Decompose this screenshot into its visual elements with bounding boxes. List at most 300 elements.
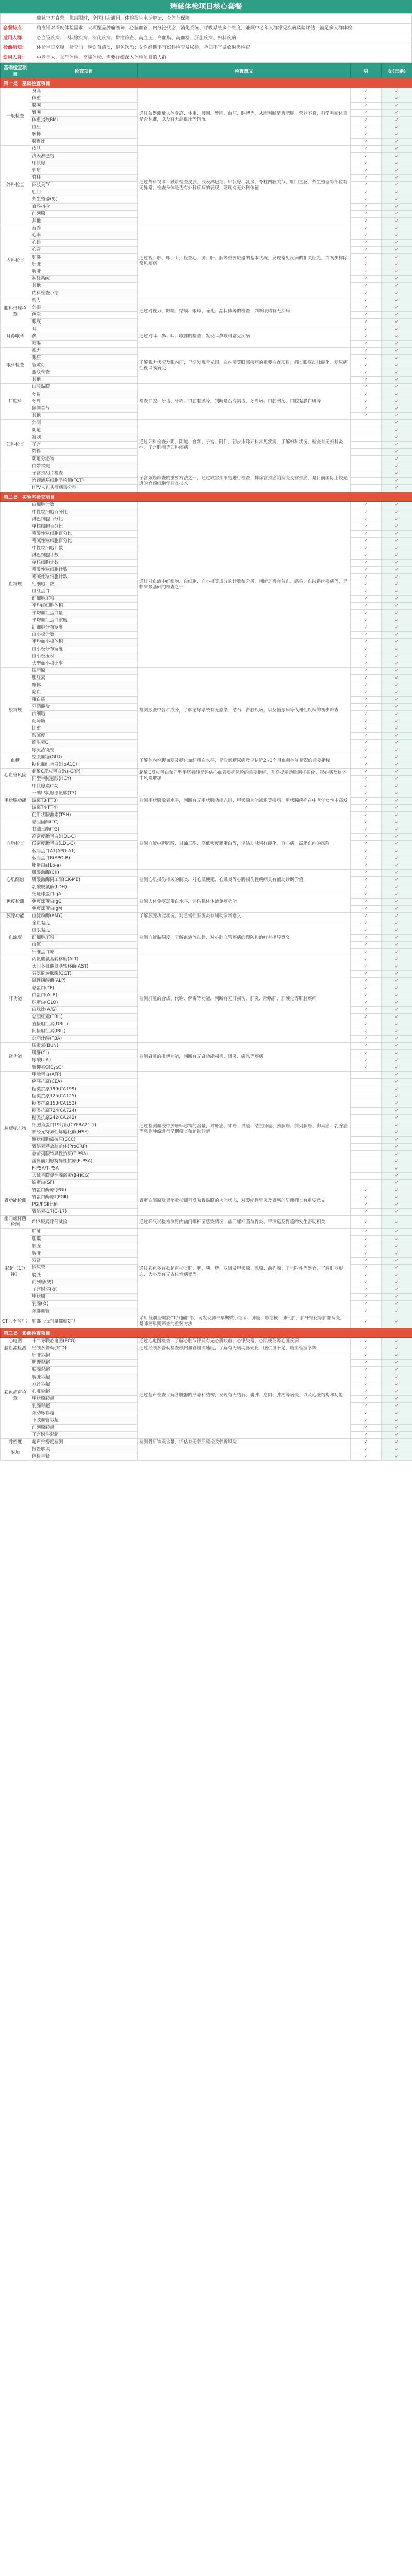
female-check-icon: ✓ (382, 232, 412, 240)
item-cell: 肛门 (30, 189, 138, 196)
category-cell: CT（不含片） (1, 1315, 30, 1328)
item-cell: 糖类抗原153(CA153) (30, 1100, 138, 1108)
meaning-cell: 子宫颈癌筛查的重要方法之一，通过取宫颈细胞进行检查，排除宫颈癌前病变及宫颈癌，是目前国际上较先进的宫颈细胞学检查技术 (138, 470, 351, 492)
item-cell: 三碘甲状腺原氨酸(T3) (30, 790, 138, 798)
male-check-icon: ✓ (351, 1294, 382, 1301)
item-cell: 子宫附件彩超 (30, 1432, 138, 1439)
female-check-icon: ✓ (382, 297, 412, 304)
male-check-icon: ✓ (351, 516, 382, 523)
female-check-icon: ✓ (382, 304, 412, 312)
male-check-icon: ✓ (351, 704, 382, 711)
category-cell: 心血管风险 (1, 769, 30, 783)
item-cell: C13尿素呼气试验 (30, 1216, 138, 1229)
item-cell: 单核细胞百分比 (30, 523, 138, 531)
female-check-icon: ✓ (382, 326, 412, 333)
category-cell: 心肌酶谱 (1, 870, 30, 891)
female-check-icon: ✓ (382, 718, 412, 725)
female-check-icon: ✓ (382, 1158, 412, 1165)
meaning-cell: 通过妇科检查外阴、阴道、宫颈、子宫、附件，初步排除妇科常见疾病，了解妇科状况，检查有无妇科炎症，子宫肌瘤等妇科疾病 (138, 420, 351, 470)
male-check-icon: ✓ (351, 1432, 382, 1439)
table-row (1, 891, 412, 899)
item-cell: 免疫球蛋白IgG (30, 899, 138, 906)
female-check-icon: ✓ (382, 1403, 412, 1410)
item-cell: 四肢关节 (30, 182, 138, 189)
category-cell: 口腔科 (1, 384, 30, 420)
item-cell: 嗜酸性粒细胞计数 (30, 567, 138, 574)
checkup-table (0, 63, 412, 1461)
female-check-icon: ✓ (382, 405, 412, 413)
item-cell: 其他 (30, 218, 138, 225)
male-check-icon: ✓ (351, 935, 382, 942)
female-check-icon: ✓ (382, 1028, 412, 1036)
male-check-icon: ✓ (351, 153, 382, 160)
male-check-icon (351, 434, 382, 442)
item-cell: 尿胆原 (30, 668, 138, 675)
item-cell: 色觉 (30, 312, 138, 319)
female-check-icon: ✓ (382, 581, 412, 588)
male-check-icon: ✓ (351, 247, 382, 254)
category-cell: 耳鼻喉科 (1, 326, 30, 348)
male-check-icon (351, 449, 382, 456)
male-check-icon: ✓ (351, 1425, 382, 1432)
item-cell: 免疫球蛋白IgM (30, 906, 138, 913)
item-cell: 腰臀比 (30, 139, 138, 146)
item-cell: 胃泌素释放肽前体(ProGRP) (30, 1144, 138, 1151)
male-check-icon (351, 1158, 382, 1165)
female-check-icon: ✓ (382, 391, 412, 398)
female-check-icon: ✓ (382, 1236, 412, 1243)
female-check-icon: ✓ (382, 999, 412, 1007)
item-cell: 总胆汁酸(TBA) (30, 1036, 138, 1043)
item-cell: 载脂蛋白B(APO-B) (30, 855, 138, 862)
male-check-icon: ✓ (351, 1272, 382, 1279)
female-check-icon: ✓ (382, 218, 412, 225)
item-cell: 甘油三酯(TG) (30, 826, 138, 834)
col-male: 男 (351, 63, 382, 78)
female-check-icon: ✓ (382, 103, 412, 110)
female-check-icon: ✓ (382, 1345, 412, 1352)
male-check-icon (351, 1079, 382, 1086)
male-check-icon: ✓ (351, 1014, 382, 1021)
item-cell: PGⅠ/PGⅡ比值 (30, 1201, 138, 1209)
female-check-icon: ✓ (382, 160, 412, 167)
male-check-icon: ✓ (351, 1265, 382, 1272)
table-row (1, 769, 412, 776)
male-check-icon: ✓ (351, 740, 382, 747)
item-cell: 比重 (30, 725, 138, 733)
item-cell: 血沉 (30, 942, 138, 949)
female-check-icon: ✓ (382, 362, 412, 369)
female-check-icon: ✓ (382, 769, 412, 776)
male-check-icon: ✓ (351, 261, 382, 268)
item-cell: 嗜酸性粒细胞百分比 (30, 531, 138, 538)
male-check-icon: ✓ (351, 682, 382, 689)
category-cell: 幽门螺杆菌检测 (1, 1216, 30, 1229)
male-check-icon: ✓ (351, 877, 382, 884)
category-cell: 胃功能检测 (1, 1187, 30, 1216)
meaning-cell: 检查口腔、牙齿、牙周、口腔黏膜等，判断是否有龋齿、牙周病、口腔溃疡、口腔黏膜白斑等 (138, 384, 351, 420)
male-check-icon (351, 456, 382, 463)
male-check-icon: ✓ (351, 225, 382, 232)
item-cell: 糖类抗原199(CA199) (30, 1086, 138, 1093)
female-check-icon: ✓ (382, 1453, 412, 1461)
table-row (1, 1072, 412, 1079)
female-check-icon: ✓ (382, 110, 412, 117)
meta-row (1, 43, 412, 53)
female-check-icon: ✓ (382, 1173, 412, 1180)
female-check-icon: ✓ (382, 268, 412, 276)
category-cell: 彩色超声检查 (1, 1352, 30, 1439)
item-cell: 牙齿 (30, 391, 138, 398)
male-check-icon: ✓ (351, 971, 382, 978)
female-check-icon: ✓ (382, 646, 412, 653)
female-check-icon: ✓ (382, 978, 412, 985)
item-cell: 总前列腺特异性抗原(T-PSA) (30, 1151, 138, 1158)
meaning-cell: 检测人体免疫球蛋白水平，评估机体体液免疫功能 (138, 891, 351, 913)
female-check-icon: ✓ (382, 1432, 412, 1439)
meaning-cell: 检测心肌损伤相关的酶类，对心肌梗死、心肌炎等心肌损伤性疾病具有辅助诊断价值 (138, 870, 351, 891)
item-cell: 胰腺彩超 (30, 1367, 138, 1374)
female-check-icon: ✓ (382, 675, 412, 682)
female-check-icon: ✓ (382, 740, 412, 747)
male-check-icon: ✓ (351, 653, 382, 660)
male-check-icon (351, 1115, 382, 1122)
male-check-icon: ✓ (351, 992, 382, 999)
female-check-icon: ✓ (382, 1144, 412, 1151)
female-check-icon: ✓ (382, 1446, 412, 1453)
female-check-icon: ✓ (382, 1064, 412, 1072)
male-check-icon: ✓ (351, 1057, 382, 1064)
female-check-icon: ✓ (382, 653, 412, 660)
item-cell: 阴道 (30, 427, 138, 434)
male-check-icon: ✓ (351, 268, 382, 276)
male-check-icon: ✓ (351, 1194, 382, 1201)
male-check-icon: ✓ (351, 639, 382, 646)
item-cell: 红细胞分布宽度 (30, 624, 138, 632)
item-cell: 血小板压积 (30, 653, 138, 660)
section-header-row (1, 492, 412, 502)
item-cell: 丙氨酸氨基转移酶(ALT) (30, 956, 138, 963)
meaning-cell: 通过检测血液中肿瘤标志物的含量，对肝癌、肺癌、胃癌、结直肠癌、胰腺癌、前列腺癌、卵巢癌、乳腺癌等恶性肿瘤进行早期筛查和辅助诊断 (138, 1072, 351, 1187)
male-check-icon: ✓ (351, 985, 382, 992)
item-cell: 促甲状腺激素(TSH) (30, 812, 138, 819)
male-check-icon: ✓ (351, 819, 382, 826)
female-check-icon: ✓ (382, 204, 412, 211)
female-check-icon: ✓ (382, 552, 412, 560)
item-cell: 外眼 (30, 304, 138, 312)
item-cell: 其他 (30, 377, 138, 384)
item-cell: 肺部（低剂量螺旋CT） (30, 1315, 138, 1328)
item-cell: 平均血小板体积 (30, 639, 138, 646)
male-check-icon: ✓ (351, 1453, 382, 1461)
meaning-cell: 超敏C反应蛋白和同型半胱氨酸是评估心血管疾病风险的重要指标，升高提示动脉粥样硬化、冠心病及脑卒中风险增加 (138, 769, 351, 783)
table-row (1, 326, 412, 333)
male-check-icon: ✓ (351, 1229, 382, 1236)
item-cell: 耳 (30, 326, 138, 333)
female-check-icon: ✓ (382, 725, 412, 733)
meaning-cell: 了解视力状况及眼内压，早期发现青光眼、白内障等眼部疾病的重要检查项目；筛查眼底动脉硬化、糖尿病性视网膜病变 (138, 348, 351, 384)
male-check-icon: ✓ (351, 1446, 382, 1453)
item-cell: 双肾彩超 (30, 1381, 138, 1388)
item-cell: 直接胆红素(DBIL) (30, 1021, 138, 1028)
page-title: 瑞慈体检项目核心套餐 (0, 0, 412, 13)
meaning-cell: 通过仪器测量人体身高、体重、腰围、臀围、血压、脉搏等，从而判断是否肥胖、营养不良，科学判断体重是否标准，以及有无高血压等情况 (138, 88, 351, 146)
table-row (1, 754, 412, 761)
male-check-icon: ✓ (351, 384, 382, 391)
male-check-icon (351, 1086, 382, 1093)
item-cell: 脾脏彩超 (30, 1374, 138, 1381)
meta-table (0, 13, 412, 63)
male-check-icon: ✓ (351, 1187, 382, 1194)
male-check-icon: ✓ (351, 333, 382, 341)
meaning-cell: 通过对血液中红细胞、白细胞、血小板等成分的计数和分析，判断是否有贫血、感染、血液系统疾病等，是临床最基础的检查之一 (138, 502, 351, 668)
category-cell: 尿常规 (1, 668, 30, 754)
female-check-icon: ✓ (382, 240, 412, 247)
table-row (1, 1345, 412, 1352)
female-check-icon: ✓ (382, 596, 412, 603)
male-check-icon: ✓ (351, 567, 382, 574)
item-cell: 脂蛋白a(Lp-a) (30, 862, 138, 870)
female-check-icon: ✓ (382, 956, 412, 963)
female-check-icon: ✓ (382, 747, 412, 754)
item-cell: 体重 (30, 95, 138, 103)
table-row (1, 420, 412, 427)
female-check-icon: ✓ (382, 1021, 412, 1028)
male-check-icon: ✓ (351, 920, 382, 927)
male-check-icon: ✓ (351, 761, 382, 769)
female-check-icon: ✓ (382, 449, 412, 456)
item-cell: 胱抑素C(CysC) (30, 1064, 138, 1072)
female-check-icon: ✓ (382, 538, 412, 545)
female-check-icon: ✓ (382, 1258, 412, 1265)
item-cell: 嗜碱性粒细胞计数 (30, 574, 138, 581)
female-check-icon: ✓ (382, 225, 412, 232)
meta-row (1, 33, 412, 43)
category-cell: 一般检查 (1, 88, 30, 146)
male-check-icon: ✓ (351, 1308, 382, 1315)
male-check-icon: ✓ (351, 1352, 382, 1360)
male-check-icon: ✓ (351, 341, 382, 348)
item-cell: 子宫附件(女) (30, 1286, 138, 1294)
female-check-icon: ✓ (382, 992, 412, 999)
female-check-icon: ✓ (382, 478, 412, 485)
male-check-icon: ✓ (351, 1050, 382, 1057)
item-cell: 血小板分布宽度 (30, 646, 138, 653)
item-cell: 体重指数BMI (30, 117, 138, 124)
female-check-icon: ✓ (382, 1165, 412, 1173)
category-cell: 胰腺功能 (1, 913, 30, 920)
female-check-icon: ✓ (382, 1410, 412, 1417)
item-cell: 颞颌关节 (30, 405, 138, 413)
table-row (1, 297, 412, 304)
female-check-icon: ✓ (382, 1086, 412, 1093)
item-cell: 血红蛋白 (30, 588, 138, 596)
female-check-icon: ✓ (382, 927, 412, 935)
male-check-icon: ✓ (351, 942, 382, 949)
item-cell: 载脂蛋白A1(APO-A1) (30, 848, 138, 855)
male-check-icon: ✓ (351, 927, 382, 935)
category-cell (1, 470, 30, 492)
female-check-icon: ✓ (382, 682, 412, 689)
female-check-icon: ✓ (382, 1137, 412, 1144)
item-cell: 碱性磷酸酶(ALP) (30, 978, 138, 985)
female-check-icon: ✓ (382, 1007, 412, 1014)
male-check-icon (351, 1137, 382, 1144)
male-check-icon: ✓ (351, 160, 382, 167)
category-cell: 肝功能 (1, 956, 30, 1043)
item-cell: 颈部血管 (30, 1308, 138, 1315)
male-check-icon: ✓ (351, 297, 382, 304)
female-check-icon: ✓ (382, 1315, 412, 1328)
item-cell: 甲状腺 (30, 160, 138, 167)
item-cell: 胃蛋白酶原Ⅱ(PGⅡ) (30, 1194, 138, 1201)
item-cell: 胆囊 (30, 1236, 138, 1243)
male-check-icon: ✓ (351, 1028, 382, 1036)
male-check-icon (351, 478, 382, 485)
table-row (1, 870, 412, 877)
category-cell: 彩超（1分钟） (1, 1229, 30, 1315)
female-check-icon: ✓ (382, 1151, 412, 1158)
female-check-icon: ✓ (382, 884, 412, 891)
female-check-icon: ✓ (382, 639, 412, 646)
category-cell: 血糖 (1, 754, 30, 769)
female-check-icon: ✓ (382, 920, 412, 927)
item-cell: 白细胞 (30, 711, 138, 718)
female-check-icon: ✓ (382, 175, 412, 182)
item-cell: 游离T3(FT3) (30, 798, 138, 805)
female-check-icon: ✓ (382, 790, 412, 798)
item-cell: 癌胚抗原(CEA) (30, 1079, 138, 1086)
item-cell: 大型血小板比率 (30, 660, 138, 668)
table-row (1, 384, 412, 391)
male-check-icon: ✓ (351, 405, 382, 413)
female-check-icon: ✓ (382, 776, 412, 783)
table-row (1, 913, 412, 920)
item-cell: 心脏彩超 (30, 1388, 138, 1396)
male-check-icon: ✓ (351, 596, 382, 603)
category-cell: 外科检查 (1, 146, 30, 225)
female-check-icon: ✓ (382, 1050, 412, 1057)
female-check-icon: ✓ (382, 523, 412, 531)
meaning-cell: 检测肾脏的排泄功能，判断有无肾功能损害、肾炎、痛风等疾病 (138, 1043, 351, 1072)
item-cell: 蛋白质 (30, 697, 138, 704)
male-check-icon (351, 485, 382, 492)
male-check-icon: ✓ (351, 545, 382, 552)
female-check-icon: ✓ (382, 1079, 412, 1086)
female-check-icon: ✓ (382, 1265, 412, 1272)
table-row (1, 668, 412, 675)
meta-value: 体检当日空腹，检查前一晚饮食清淡，避免饮酒；女性经期不宜妇科检查及尿检，孕妇不宜做放射类检查 (34, 43, 412, 53)
male-check-icon: ✓ (351, 848, 382, 855)
item-cell: 白细胞计数 (30, 502, 138, 509)
item-cell: 脊柱 (30, 175, 138, 182)
female-check-icon: ✓ (382, 1279, 412, 1286)
male-check-icon: ✓ (351, 560, 382, 567)
item-cell: 淋巴细胞百分比 (30, 516, 138, 523)
category-cell: 免疫检测 (1, 891, 30, 913)
female-check-icon: ✓ (382, 95, 412, 103)
item-cell: 平均血红蛋白量 (30, 610, 138, 617)
male-check-icon: ✓ (351, 862, 382, 870)
female-check-icon: ✓ (382, 124, 412, 131)
item-cell: 肝脏 (30, 261, 138, 268)
male-check-icon: ✓ (351, 1036, 382, 1043)
male-check-icon: ✓ (351, 391, 382, 398)
female-check-icon: ✓ (382, 196, 412, 204)
male-check-icon: ✓ (351, 523, 382, 531)
male-check-icon: ✓ (351, 588, 382, 596)
male-check-icon: ✓ (351, 812, 382, 819)
male-check-icon: ✓ (351, 413, 382, 420)
female-check-icon: ✓ (382, 153, 412, 160)
item-cell: 宫颈 (30, 434, 138, 442)
female-check-icon: ✓ (382, 146, 412, 153)
item-cell: 全血黏度 (30, 920, 138, 927)
female-check-icon: ✓ (382, 1243, 412, 1250)
male-check-icon: ✓ (351, 574, 382, 581)
meaning-cell: 胃蛋白酶原及胃泌素检测可反映胃黏膜的功能状态，对萎缩性胃炎及胃癌的早期筛查有重要意义 (138, 1187, 351, 1216)
item-cell: 心律 (30, 240, 138, 247)
male-check-icon: ✓ (351, 538, 382, 545)
item-cell: 宫颈液基细胞学检测(TCT) (30, 478, 138, 485)
male-check-icon: ✓ (351, 189, 382, 196)
category-cell: 肿瘤标志物 (1, 1072, 30, 1187)
item-cell: 直肠指检 (30, 204, 138, 211)
item-cell: 尿素氮(BUN) (30, 1043, 138, 1050)
female-check-icon: ✓ (382, 1360, 412, 1367)
section-title: 第一类 基础检查项目 (1, 78, 412, 88)
item-cell: 浅表淋巴结 (30, 153, 138, 160)
item-cell: 其他 (30, 283, 138, 290)
male-check-icon: ✓ (351, 899, 382, 906)
category-cell: 心电图 (1, 1338, 30, 1345)
male-check-icon: ✓ (351, 660, 382, 668)
item-cell: 隐血 (30, 689, 138, 697)
item-cell: 腰围 (30, 103, 138, 110)
item-cell: 细胞角蛋白19片段(CYFRA21-1) (30, 1122, 138, 1129)
female-check-icon: ✓ (382, 456, 412, 463)
item-cell: 乳腺(女) (30, 1301, 138, 1308)
male-check-icon: ✓ (351, 603, 382, 610)
table-row (1, 783, 412, 790)
female-check-icon: ✓ (382, 668, 412, 675)
female-check-icon: ✓ (382, 1301, 412, 1308)
male-check-icon: ✓ (351, 1250, 382, 1258)
item-cell: 总蛋白(TP) (30, 985, 138, 992)
item-cell: 前列腺(男) (30, 1279, 138, 1286)
category-cell: 甲状腺功能 (1, 783, 30, 819)
table-header-row (1, 63, 412, 78)
female-check-icon: ✓ (382, 1209, 412, 1216)
male-check-icon: ✓ (351, 1367, 382, 1374)
female-check-icon: ✓ (382, 949, 412, 956)
male-check-icon: ✓ (351, 1345, 382, 1352)
item-cell: 视力 (30, 297, 138, 304)
col-item: 检查项目 (30, 63, 138, 78)
meaning-cell: 检测骨矿物质含量，评估有无骨质疏松及骨折风险 (138, 1439, 351, 1446)
item-cell: 输尿管 (30, 1265, 138, 1272)
item-cell: 颈动脉彩超 (30, 1410, 138, 1417)
item-cell: 总胆红素(TBIL) (30, 1014, 138, 1021)
category-cell: 眼科检查 (1, 348, 30, 384)
female-check-icon: ✓ (382, 1201, 412, 1209)
male-check-icon: ✓ (351, 240, 382, 247)
male-check-icon: ✓ (351, 232, 382, 240)
female-check-icon: ✓ (382, 1352, 412, 1360)
female-check-icon: ✓ (382, 942, 412, 949)
male-check-icon: ✓ (351, 805, 382, 812)
male-check-icon: ✓ (351, 312, 382, 319)
